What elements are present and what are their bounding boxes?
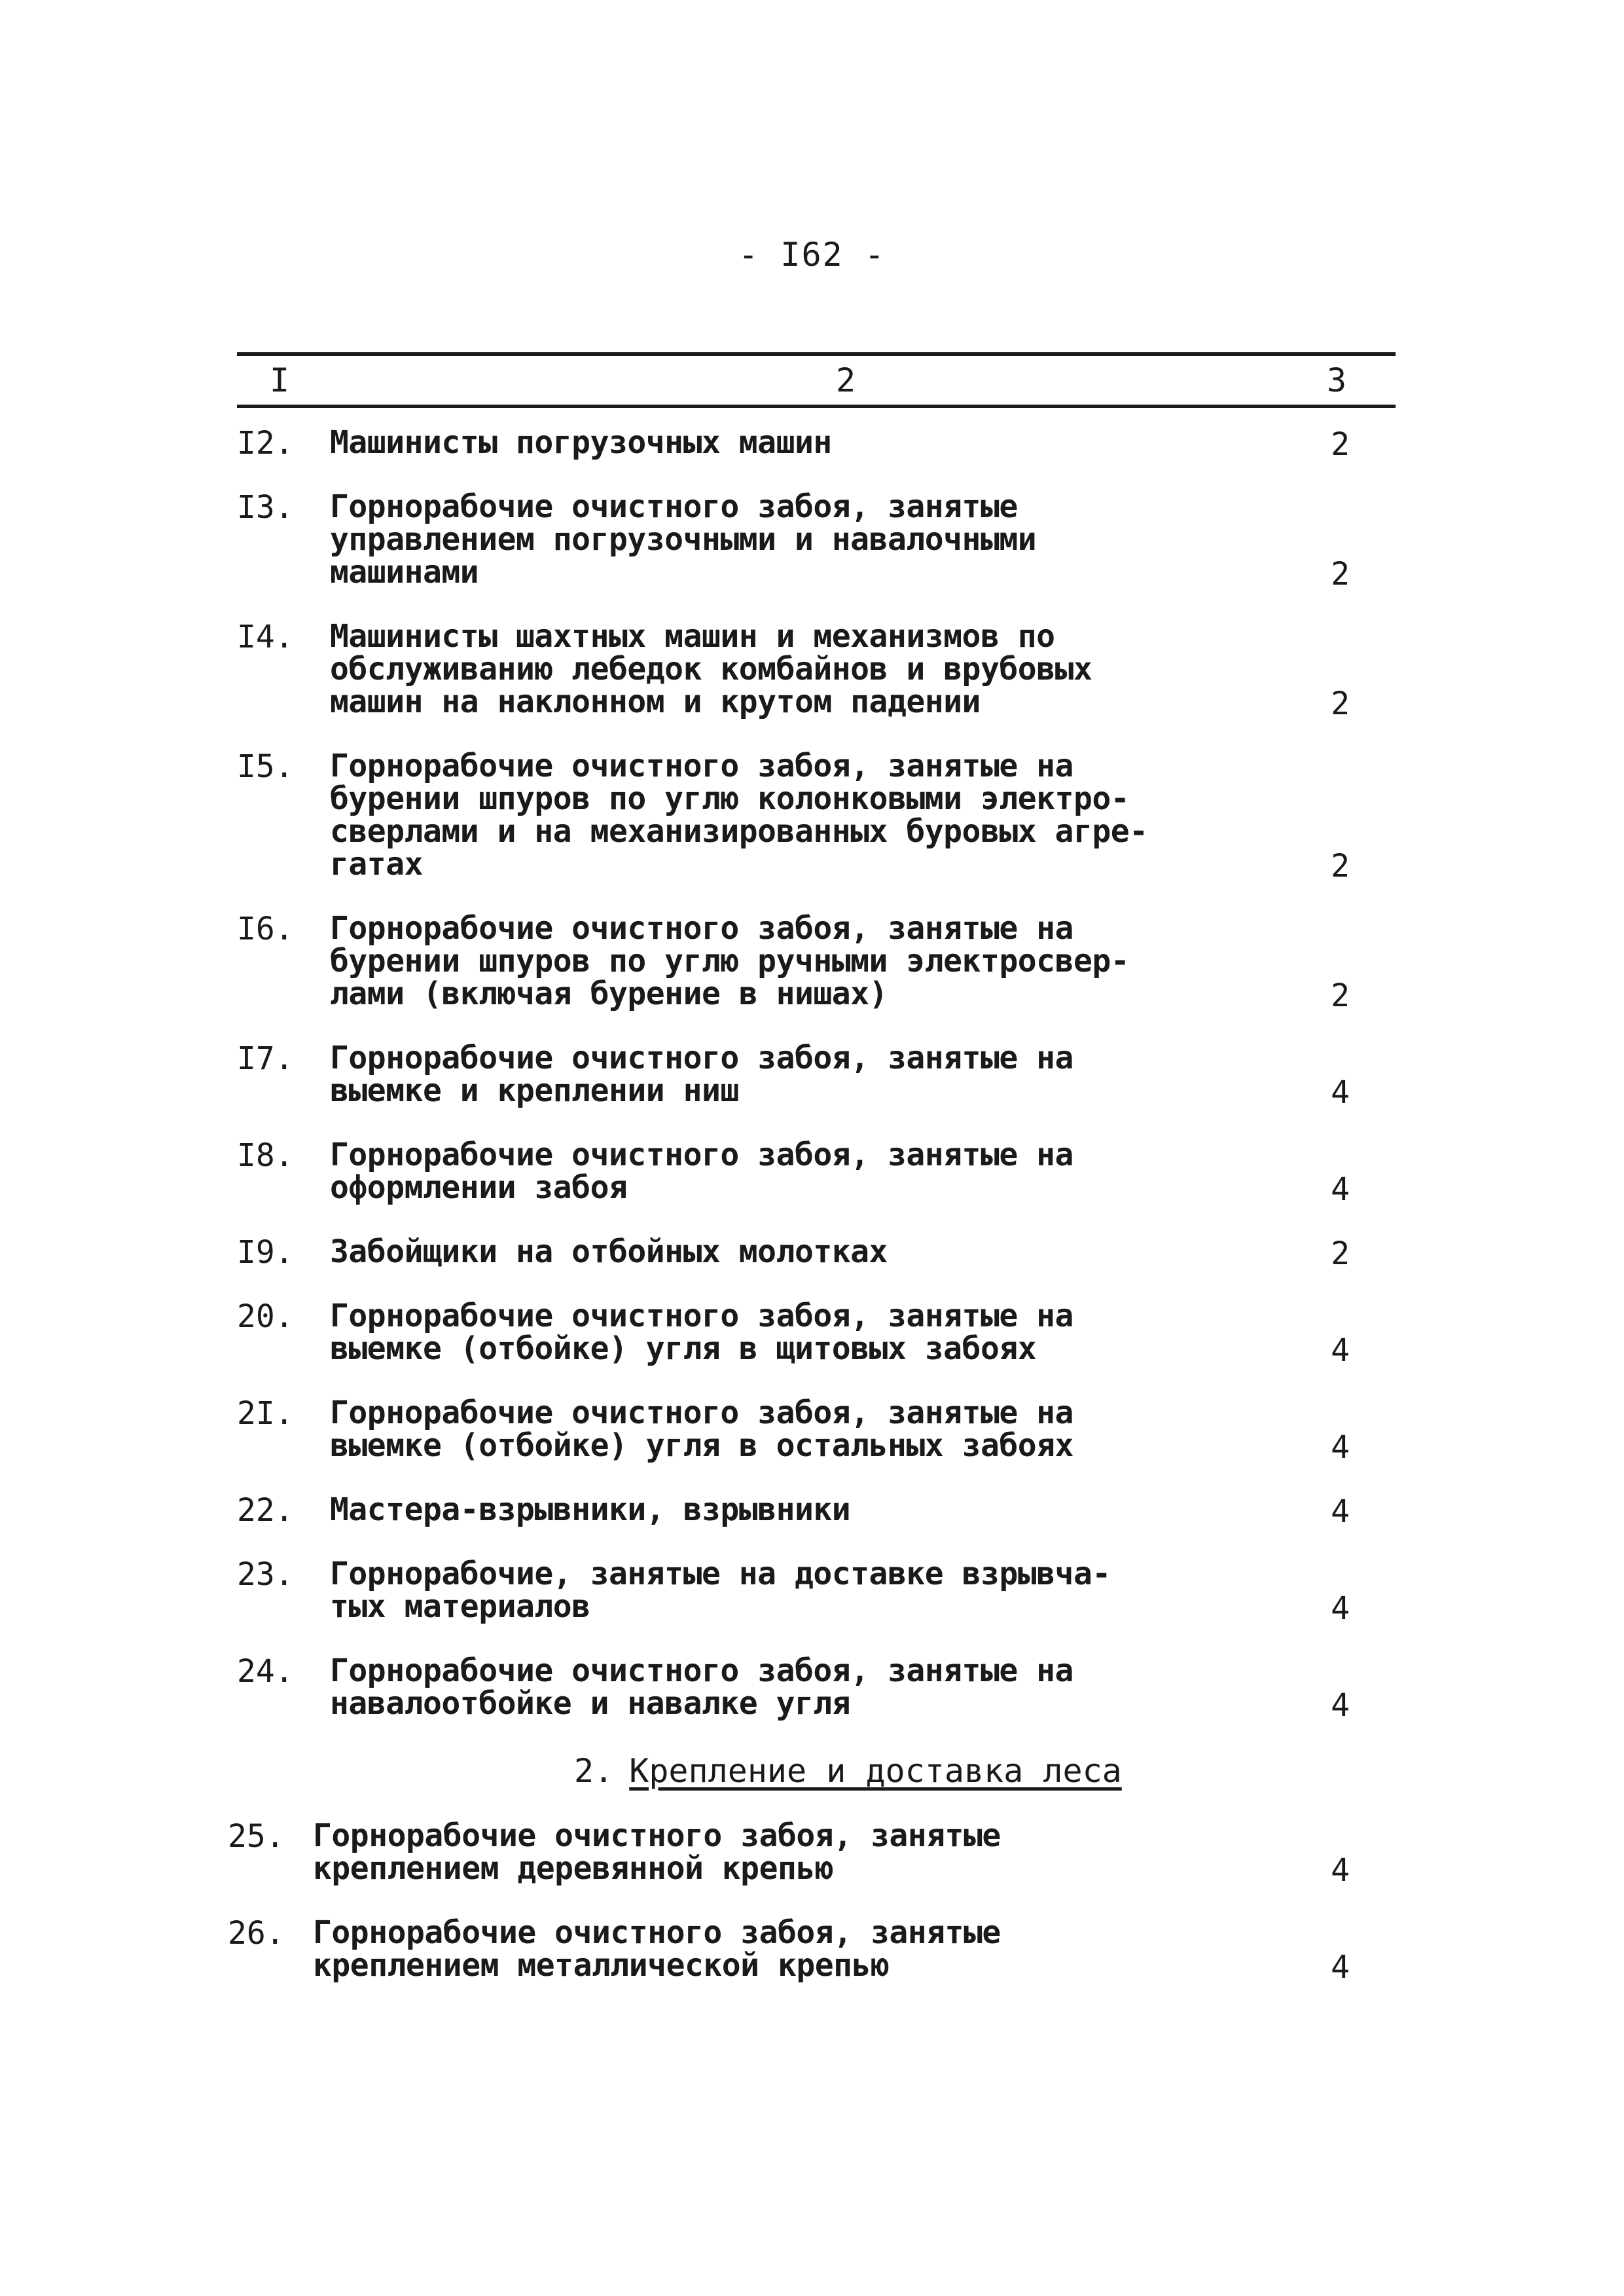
- row-value: 2: [1331, 426, 1350, 463]
- row-value: 4: [1331, 1493, 1350, 1530]
- table-body: [228, 424, 1396, 1986]
- row-number: 24.: [237, 1653, 294, 1690]
- table-row: [237, 1298, 1396, 1369]
- row-occupation: Горнорабочие очистного забоя, занятые на выемке (отбойке) угля в остальных забоях: [330, 1394, 1074, 1464]
- header-col-2: 2: [836, 361, 856, 399]
- occupation-table: [228, 352, 1396, 2013]
- row-occupation: Горнорабочие очистного забоя, занятые управлением погрузочными и навалочными машинами: [330, 488, 1037, 591]
- row-occupation: Горнорабочие очистного забоя, занятые креплением металлической крепью: [313, 1914, 1001, 1984]
- row-value: 4: [1331, 1332, 1350, 1369]
- row-value: 2: [1331, 556, 1350, 592]
- table-header-row: [237, 356, 1396, 402]
- header-col-3: 3: [1327, 361, 1347, 399]
- row-occupation: Горнорабочие очистного забоя, занятые креплением деревянной крепью: [313, 1817, 1001, 1887]
- row-number: 20.: [237, 1298, 294, 1335]
- table-row: [237, 424, 1396, 463]
- row-occupation: Горнорабочие, занятые на доставке взрывча- тых материалов: [330, 1556, 1111, 1625]
- row-number: 26.: [228, 1915, 285, 1952]
- row-number: I7.: [237, 1040, 294, 1077]
- table-row: [237, 1394, 1396, 1466]
- row-occupation: Горнорабочие очистного забоя, занятые на бурении шпуров по углю ручными электросвер- лами (включая бурение в нишах): [330, 910, 1130, 1012]
- row-occupation: Горнорабочие очистного забоя, занятые на навалоотбойке и навалке угля: [330, 1652, 1074, 1722]
- row-number: 23.: [237, 1556, 294, 1593]
- row-value: 4: [1331, 1949, 1350, 1986]
- row-occupation: Машинисты погрузочных машин: [330, 424, 832, 461]
- row-occupation: Горнорабочие очистного забоя, занятые на бурении шпуров по углю колонковыми электро- сверлами и на механизированных буровых агре- гатах: [330, 748, 1148, 883]
- row-value: 4: [1331, 1429, 1350, 1466]
- section-title: Крепление и доставка леса: [629, 1752, 1122, 1790]
- table-row: [228, 1914, 1396, 1986]
- row-occupation: Горнорабочие очистного забоя, занятые на выемке и креплении ниш: [330, 1040, 1074, 1109]
- row-number: I4.: [237, 619, 294, 655]
- table-row: [237, 910, 1396, 1014]
- table-row: [228, 1817, 1396, 1889]
- table-row: [237, 1556, 1396, 1627]
- row-value: 4: [1331, 1852, 1350, 1889]
- row-occupation: Забойщики на отбойных молотках: [330, 1233, 888, 1270]
- page-number: - I62 -: [738, 236, 886, 274]
- table-row: [237, 488, 1396, 592]
- table-row: [237, 1652, 1396, 1724]
- row-value: 2: [1331, 848, 1350, 884]
- row-number: I9.: [237, 1234, 294, 1271]
- table-row: [237, 1491, 1396, 1530]
- row-occupation: Мастера-взрывники, взрывники: [330, 1491, 851, 1528]
- row-number: 22.: [237, 1492, 294, 1529]
- section-heading: [574, 1751, 1396, 1791]
- row-occupation: Машинисты шахтных машин и механизмов по обслуживанию лебедок комбайнов и врубовых машин на наклонном и крутом падении: [330, 618, 1092, 720]
- row-value: 4: [1331, 1590, 1350, 1627]
- row-number: I6.: [237, 911, 294, 947]
- table-row: [237, 1040, 1396, 1111]
- table-row: [237, 1137, 1396, 1208]
- section-number: 2.: [574, 1752, 614, 1790]
- table-row: [237, 748, 1396, 884]
- row-value: 4: [1331, 1687, 1350, 1724]
- row-number: 2I.: [237, 1395, 294, 1432]
- row-value: 4: [1331, 1171, 1350, 1208]
- row-number: I5.: [237, 748, 294, 785]
- row-number: I2.: [237, 425, 294, 462]
- table-row: [237, 618, 1396, 722]
- table-row: [237, 1233, 1396, 1272]
- table-header-rule: [237, 405, 1396, 408]
- row-value: 2: [1331, 1235, 1350, 1272]
- row-value: 2: [1331, 685, 1350, 722]
- row-number: I8.: [237, 1137, 294, 1174]
- row-number: 25.: [228, 1818, 285, 1855]
- row-value: 4: [1331, 1074, 1350, 1111]
- header-col-1: I: [270, 361, 290, 399]
- row-occupation: Горнорабочие очистного забоя, занятые на оформлении забоя: [330, 1137, 1074, 1206]
- row-occupation: Горнорабочие очистного забоя, занятые на выемке (отбойке) угля в щитовых забоях: [330, 1298, 1074, 1367]
- row-number: I3.: [237, 489, 294, 526]
- row-value: 2: [1331, 977, 1350, 1014]
